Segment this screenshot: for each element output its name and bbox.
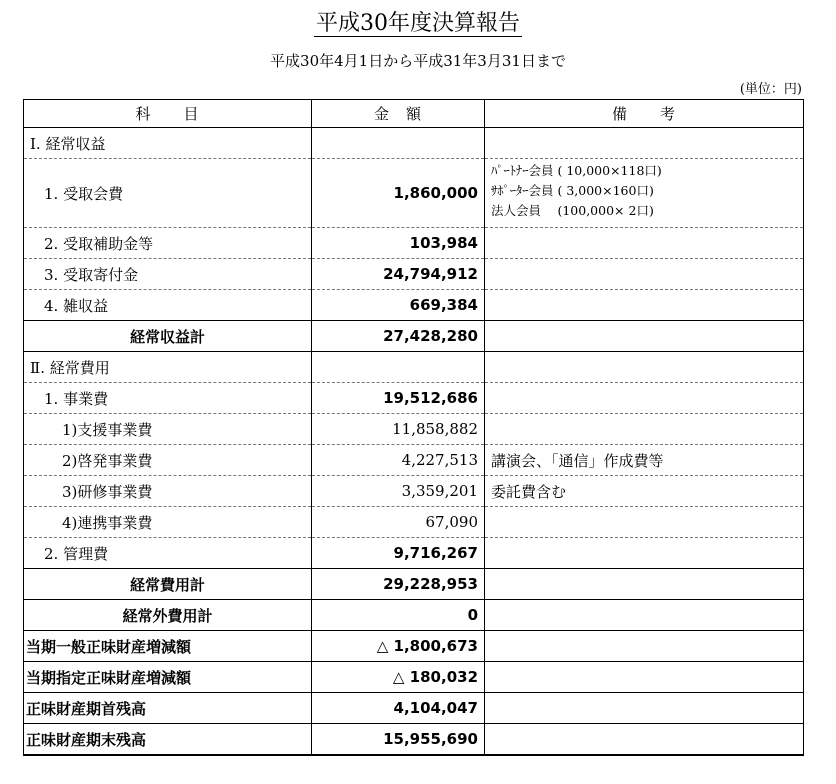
table-row-total — [24, 662, 804, 693]
header-item: 科 目 — [24, 100, 312, 128]
note-line: 法人会員 (100,000× 2口) — [491, 203, 654, 218]
row-item: 経常収益計 — [24, 321, 312, 352]
row-amount: △ 1,800,673 — [312, 631, 485, 662]
row-notes: 委託費含む — [485, 476, 804, 507]
row-item: 1)支援事業費 — [24, 414, 312, 445]
table-row — [24, 445, 804, 476]
row-notes — [485, 159, 804, 228]
row-amount: 4,227,513 — [312, 445, 485, 476]
row-notes — [485, 321, 804, 352]
table-row — [24, 159, 804, 228]
row-item: 1. 事業費 — [24, 383, 312, 414]
table-row-subtotal — [24, 569, 804, 600]
table-row-subtotal — [24, 600, 804, 631]
row-item: 2. 受取補助金等 — [24, 228, 312, 259]
financial-report-table — [23, 99, 804, 756]
row-amount: 3,359,201 — [312, 476, 485, 507]
row-amount — [312, 352, 485, 383]
note-line: ﾊﾟｰﾄﾅｰ会員 ( 10,000×118口) — [491, 163, 662, 178]
unit-label: (単位：円) — [739, 82, 802, 97]
row-item: Ⅰ. 経常収益 — [24, 128, 312, 159]
row-amount: 29,228,953 — [312, 569, 485, 600]
row-amount: 669,384 — [312, 290, 485, 321]
table-row — [24, 228, 804, 259]
row-amount: 4,104,047 — [312, 693, 485, 724]
table-row — [24, 476, 804, 507]
table-row — [24, 383, 804, 414]
row-amount: 27,428,280 — [312, 321, 485, 352]
row-item: 当期指定正味財産増減額 — [24, 662, 312, 693]
row-notes — [485, 290, 804, 321]
row-item: 正味財産期末残高 — [24, 724, 312, 756]
document-title — [0, 6, 836, 37]
row-item: 4)連携事業費 — [24, 507, 312, 538]
row-amount: 9,716,267 — [312, 538, 485, 569]
row-item: 2)啓発事業費 — [24, 445, 312, 476]
row-amount: △ 180,032 — [312, 662, 485, 693]
row-amount: 11,858,882 — [312, 414, 485, 445]
row-notes — [485, 631, 804, 662]
table-row — [24, 128, 804, 159]
row-notes — [485, 600, 804, 631]
row-item: 3)研修事業費 — [24, 476, 312, 507]
table-row — [24, 290, 804, 321]
table-row-total — [24, 724, 804, 756]
row-notes — [485, 693, 804, 724]
row-amount: 1,860,000 — [312, 159, 485, 228]
row-item: 1. 受取会費 — [24, 159, 312, 228]
row-notes — [485, 128, 804, 159]
row-item: 経常費用計 — [24, 569, 312, 600]
row-notes: 講演会、「通信」作成費等 — [485, 445, 804, 476]
header-notes: 備 考 — [485, 100, 804, 128]
note-line: ｻﾎﾟｰﾀｰ会員 ( 3,000×160口) — [491, 183, 654, 198]
table-row — [24, 352, 804, 383]
row-item: 4. 雑収益 — [24, 290, 312, 321]
row-notes — [485, 538, 804, 569]
row-notes — [485, 507, 804, 538]
row-amount: 67,090 — [312, 507, 485, 538]
row-item: 2. 管理費 — [24, 538, 312, 569]
header-amount: 金 額 — [312, 100, 485, 128]
table-row — [24, 507, 804, 538]
row-amount: 15,955,690 — [312, 724, 485, 756]
period-text: 平成30年4月1日から平成31年3月31日まで — [270, 52, 566, 70]
table-row-total — [24, 693, 804, 724]
row-notes — [485, 259, 804, 290]
title-text: 平成30年度決算報告 — [316, 11, 520, 36]
row-notes — [485, 383, 804, 414]
row-amount: 103,984 — [312, 228, 485, 259]
row-notes — [485, 662, 804, 693]
row-item: 正味財産期首残高 — [24, 693, 312, 724]
row-notes — [485, 569, 804, 600]
table-row-subtotal — [24, 321, 804, 352]
table-row — [24, 259, 804, 290]
row-amount — [312, 128, 485, 159]
row-item: 経常外費用計 — [24, 600, 312, 631]
table-row-total — [24, 631, 804, 662]
row-amount: 19,512,686 — [312, 383, 485, 414]
row-amount: 0 — [312, 600, 485, 631]
table-header-row — [24, 100, 804, 128]
table-row — [24, 414, 804, 445]
row-item: Ⅱ. 経常費用 — [24, 352, 312, 383]
row-item: 当期一般正味財産増減額 — [24, 631, 312, 662]
row-notes — [485, 414, 804, 445]
row-notes — [485, 228, 804, 259]
table-row — [24, 538, 804, 569]
row-amount: 24,794,912 — [312, 259, 485, 290]
row-notes — [485, 352, 804, 383]
row-item: 3. 受取寄付金 — [24, 259, 312, 290]
row-notes — [485, 724, 804, 756]
